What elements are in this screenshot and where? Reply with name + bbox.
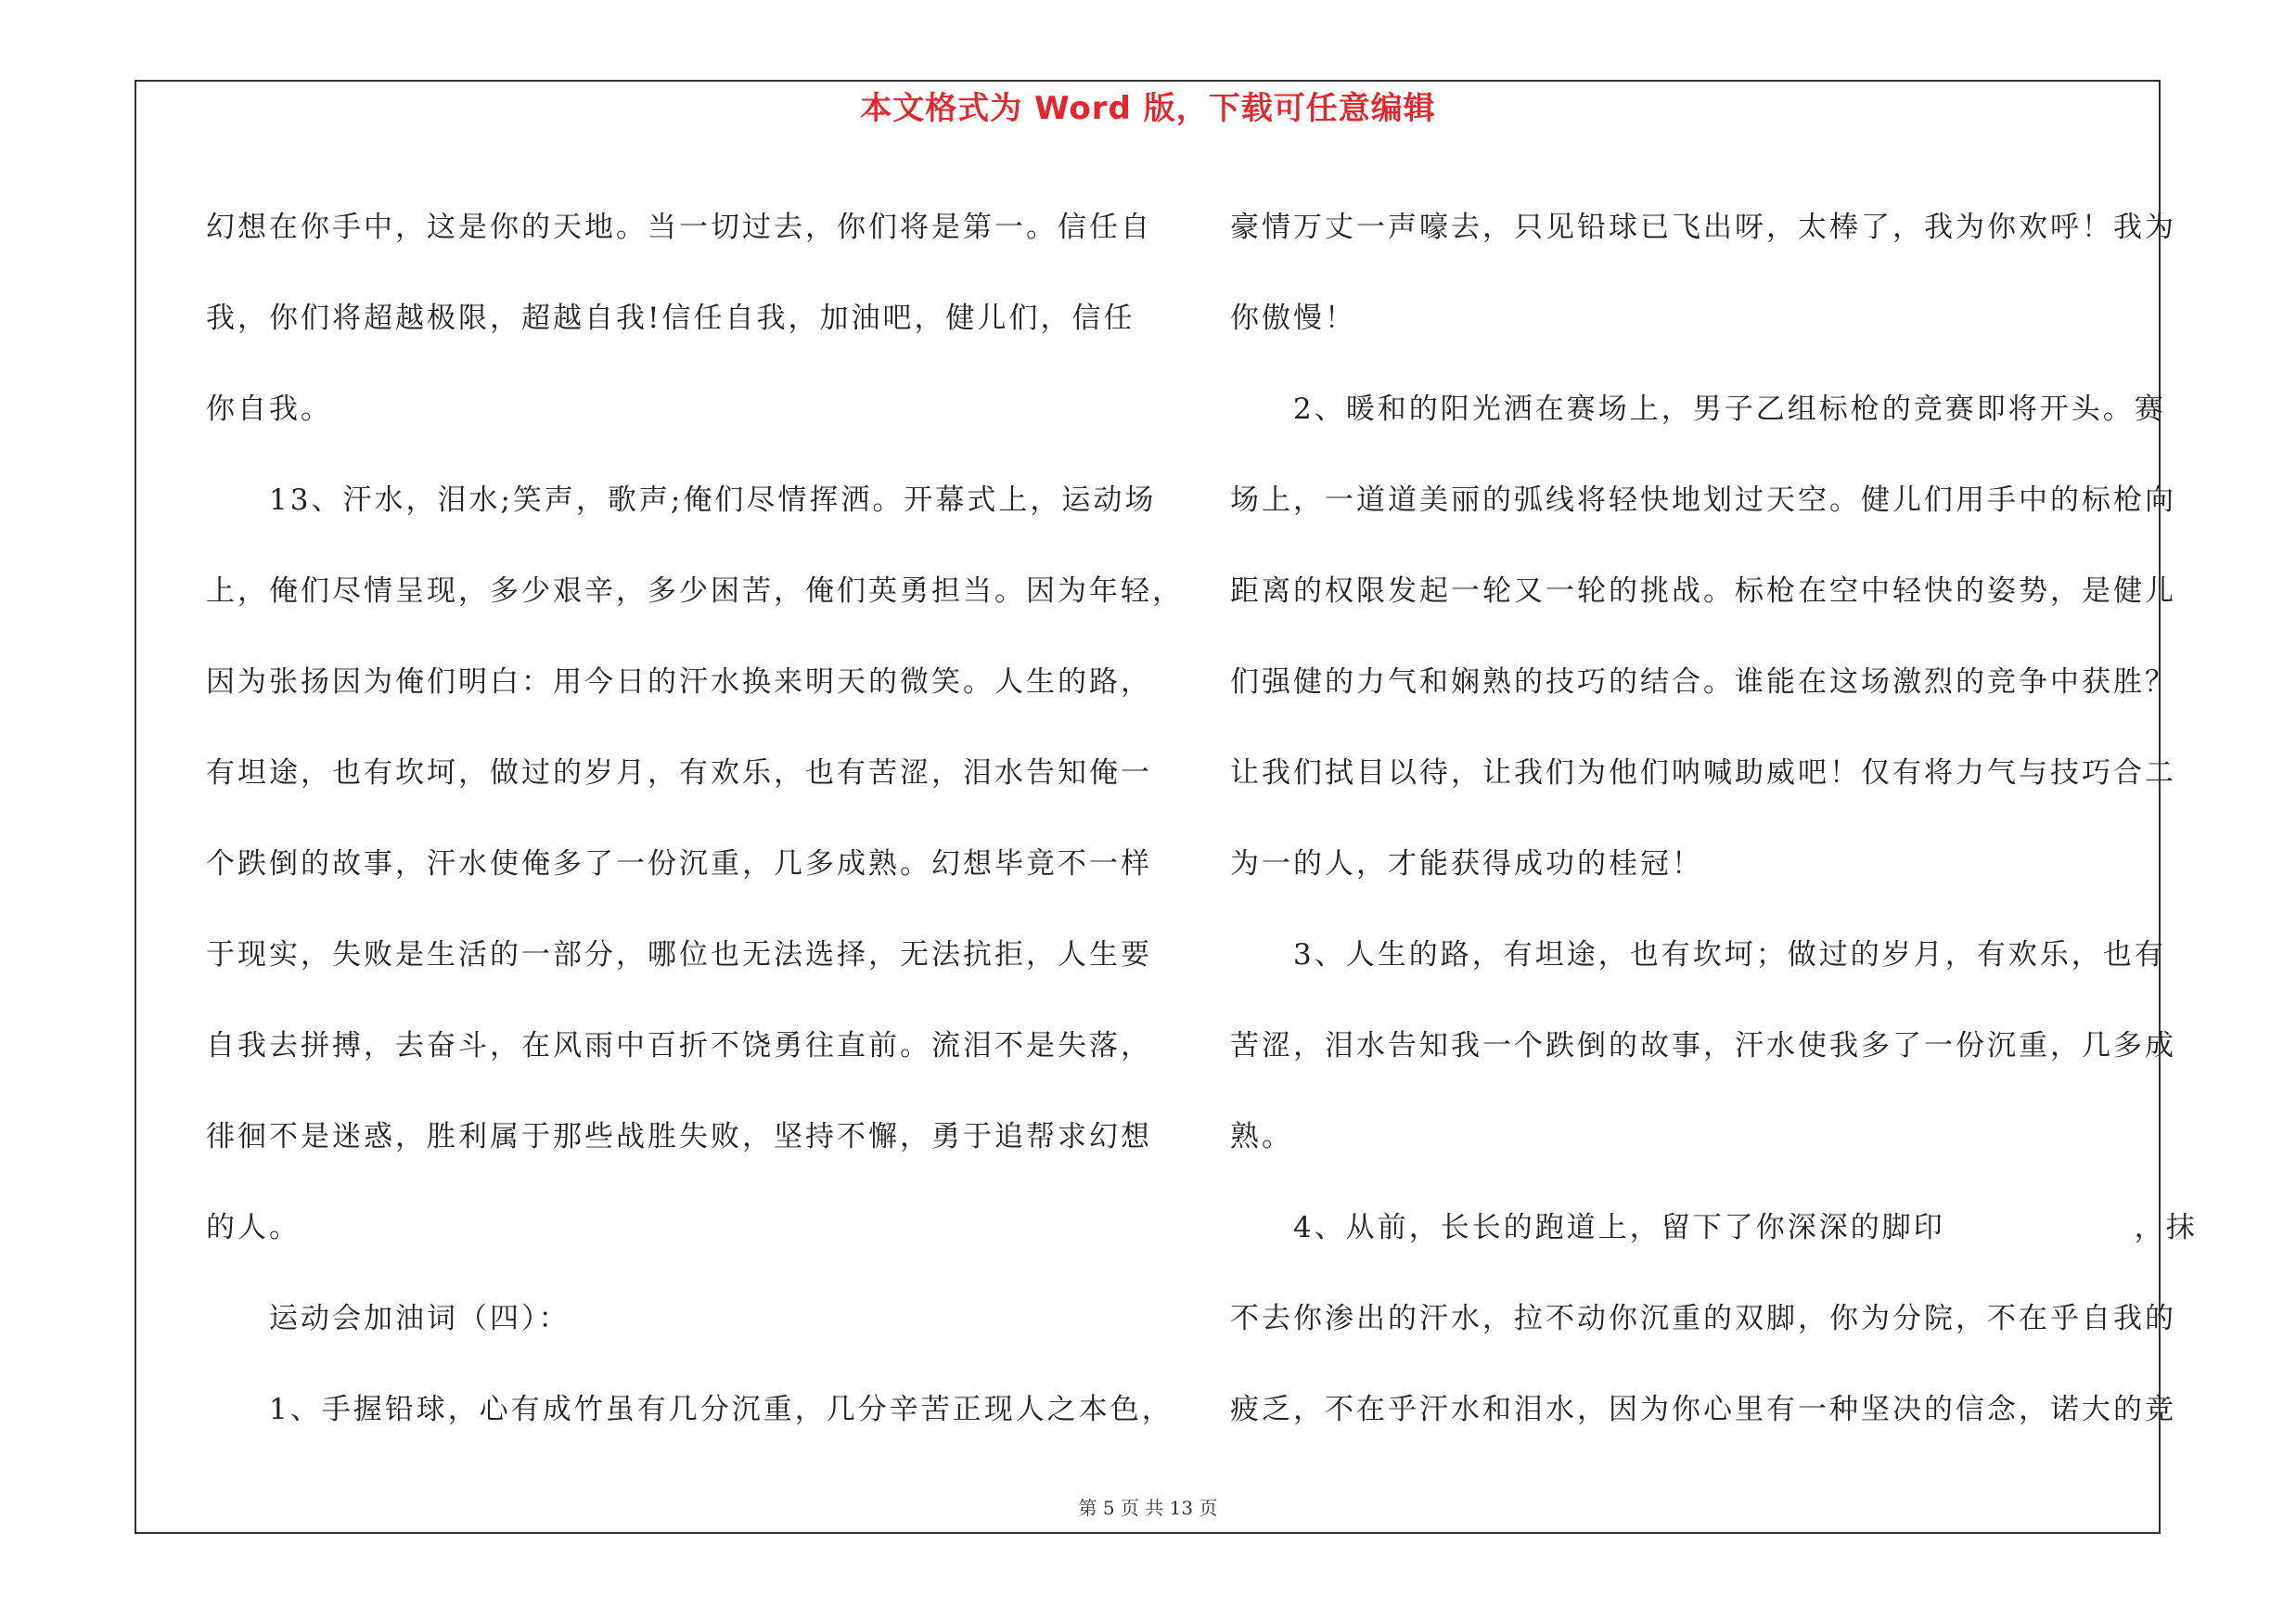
left-text-column (206, 182, 1184, 1455)
text-line: 因为张扬因为俺们明白：用今日的汗水换来明天的微笑。人生的路， (206, 665, 1152, 699)
text-line: 疲乏，不在乎汗水和泪水，因为你心里有一种坚决的信念，诺大的竞 (1230, 1393, 2176, 1426)
text-line: 距离的权限发起一轮又一轮的挑战。标枪在空中轻快的姿势，是健儿 (1230, 574, 2176, 608)
text-line: 有坦途，也有坎坷，做过的岁月，有欢乐，也有苦涩，泪水告知俺一 (206, 756, 1152, 790)
text-line: 自我去拼搏，去奋斗，在风雨中百折不饶勇往直前。流泪不是失落， (206, 1029, 1152, 1063)
text-line: 你自我。 (206, 393, 332, 426)
text-line: 场上，一道道美丽的弧线将轻快地划过天空。健儿们用手中的标枪向 (1230, 483, 2176, 517)
text-line: 们强健的力气和娴熟的技巧的结合。谁能在这场激烈的竞争中获胜？ (1230, 665, 2176, 699)
text-line: 的人。 (206, 1211, 301, 1244)
text-line: 2、暖和的阳光洒在赛场上，男子乙组标枪的竞赛即将开头。赛 (1230, 393, 2166, 426)
text-line: 3、人生的路，有坦途，也有坎坷；做过的岁月，有欢乐，也有 (1230, 938, 2166, 972)
text-line: 为一的人，才能获得成功的桂冠！ (1230, 847, 1703, 881)
word-format-banner: 本文格式为 Word 版，下载可任意编辑 (860, 90, 1436, 127)
text-line: 苦涩，泪水告知我一个跌倒的故事，汗水使我多了一份沉重，几多成 (1230, 1029, 2176, 1063)
text-line: 4、从前，长长的跑道上，留下了你深深的脚印 ，抹 (1230, 1211, 2198, 1244)
section-heading: 运动会加油词（四）： (206, 1302, 571, 1335)
right-text-column (1230, 182, 2198, 1455)
text-line: 个跌倒的故事，汗水使俺多了一份沉重，几多成熟。幻想毕竟不一样 (206, 847, 1152, 881)
text-line: 熟。 (1230, 1120, 1293, 1153)
text-line: 幻想在你手中，这是你的天地。当一切过去，你们将是第一。信任自 (206, 211, 1152, 244)
text-line: 你傲慢！ (1230, 302, 1356, 335)
text-line: 让我们拭目以待，让我们为他们呐喊助威吧！仅有将力气与技巧合二 (1230, 756, 2176, 790)
text-line: 于现实，失败是生活的一部分，哪位也无法选择，无法抗拒，人生要 (206, 938, 1152, 972)
text-line: 我，你们将超越极限，超越自我!信任自我，加油吧，健儿们，信任 (206, 302, 1135, 335)
text-line: 徘徊不是迷惑，胜利属于那些战胜失败，坚持不懈，勇于追帮求幻想 (206, 1120, 1152, 1153)
text-line: 13、汗水，泪水;笑声，歌声;俺们尽情挥洒。开幕式上，运动场 (206, 483, 1157, 517)
page-number-footer: 第 5 页 共 13 页 (1078, 1497, 1218, 1519)
text-line: 不去你渗出的汗水，拉不动你沉重的双脚，你为分院，不在乎自我的 (1230, 1302, 2176, 1335)
text-line: 上，俺们尽情呈现，多少艰辛，多少困苦，俺们英勇担当。因为年轻， (206, 574, 1184, 608)
text-line: 豪情万丈一声嚎去，只见铅球已飞出呀，太棒了，我为你欢呼！我为 (1230, 211, 2176, 244)
text-line: 1、手握铅球，心有成竹虽有几分沉重，几分辛苦正现人之本色， (206, 1393, 1174, 1426)
